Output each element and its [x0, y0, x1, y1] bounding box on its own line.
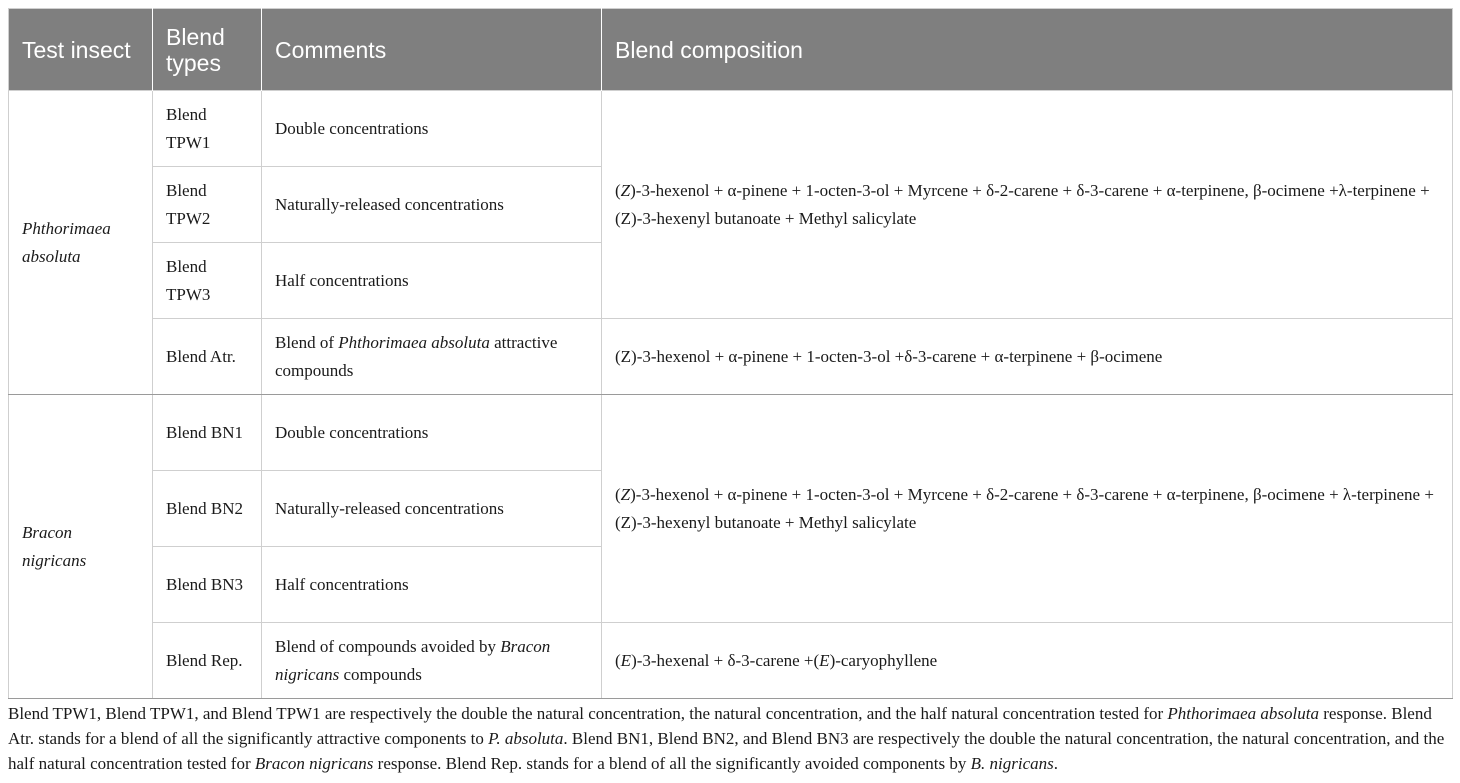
footnote-italic: Phthorimaea absoluta	[1167, 704, 1319, 723]
comment-cell: Double concentrations	[262, 395, 602, 471]
composition-text-post: )-3-hexenol + α-pinene + 1-octen-3-ol + Myrcene + δ-2-carene + δ-3-carene + α-terpinene, β-ocimene +λ-terpinene + (Z)-3-hexenyl butanoate + Methyl salicylate	[615, 180, 1430, 228]
blend-type-cell: Blend BN2	[153, 471, 262, 547]
blend-type-cell: Blend BN3	[153, 547, 262, 623]
comment-cell: Half concentrations	[262, 547, 602, 623]
comment-text-pre: Blend of	[275, 332, 339, 352]
comment-cell: Double concentrations	[262, 91, 602, 167]
footnote-italic: B. nigricans	[970, 754, 1054, 773]
blend-type-cell: Blend TPW2	[153, 167, 262, 243]
header-comments: Comments	[262, 9, 602, 91]
header-blend-composition: Blend composition	[602, 9, 1453, 91]
composition-text-italic: Z	[620, 484, 631, 504]
comment-text-pre: Blend of compounds avoided by	[275, 636, 501, 656]
composition-text-p3: )-caryophyllene	[829, 650, 938, 670]
header-test-insect: Test insect	[9, 9, 153, 91]
composition-cell	[602, 623, 1453, 699]
insect-cell: Bracon nigricans	[9, 395, 153, 699]
header-row	[9, 9, 1453, 91]
header-blend-types: Blend types	[153, 9, 262, 91]
footnote-text: response. Blend Rep. stands for a blend of all the significantly avoided components by	[373, 754, 971, 773]
footnote-text: .	[1053, 754, 1058, 773]
blend-type-cell: Blend TPW1	[153, 91, 262, 167]
table-row	[9, 623, 1453, 699]
footnote-text: response. Blend Atr. stands for a blend of all the significantly attractive components to	[8, 704, 1432, 748]
blend-type-cell: Blend Rep.	[153, 623, 262, 699]
composition-text-pre: (	[615, 180, 621, 200]
comment-cell: Naturally-released concentrations	[262, 471, 602, 547]
composition-text-p1: (	[615, 650, 621, 670]
comment-cell: Half concentrations	[262, 243, 602, 319]
comment-text-italic: Phthorimaea absoluta	[338, 332, 490, 352]
composition-cell	[602, 91, 1453, 319]
comment-text-italic: Bracon nigricans	[275, 636, 551, 684]
table-row	[9, 395, 1453, 471]
comment-cell: Naturally-released concentrations	[262, 167, 602, 243]
table-row	[9, 319, 1453, 395]
blend-type-cell: Blend Atr.	[153, 319, 262, 395]
table-row	[9, 91, 1453, 167]
footnote-italic: Bracon nigricans	[254, 754, 374, 773]
footnote-text: . Blend BN1, Blend BN2, and Blend BN3 are respectively the double the natural concentration, the natural concentration, and the half natural concentration tested for	[8, 729, 1445, 773]
footnote-italic: P. absoluta	[488, 729, 564, 748]
composition-text-post: )-3-hexenol + α-pinene + 1-octen-3-ol + Myrcene + δ-2-carene + δ-3-carene + α-terpinene, β-ocimene + λ-terpinene + (Z)-3-hexenyl butanoate + Methyl salicylate	[615, 484, 1434, 532]
composition-text-italic: Z	[620, 180, 631, 200]
blend-type-cell: Blend BN1	[153, 395, 262, 471]
insect-cell: Phthorimaea absoluta	[9, 91, 153, 395]
comment-text-post: compounds	[339, 664, 422, 684]
table-container	[8, 8, 1452, 699]
composition-text-pre: (	[615, 484, 621, 504]
comment-cell	[262, 623, 602, 699]
comment-cell	[262, 319, 602, 395]
composition-cell	[602, 395, 1453, 623]
blend-type-cell: Blend TPW3	[153, 243, 262, 319]
composition-cell: (Z)-3-hexenol + α-pinene + 1-octen-3-ol +δ-3-carene + α-terpinene + β-ocimene	[602, 319, 1453, 395]
composition-text-i2: E	[819, 650, 830, 670]
composition-text-i1: E	[620, 650, 632, 670]
table-footnote	[8, 701, 1452, 776]
composition-text-p2: )-3-hexenal + δ-3-carene +(	[631, 650, 820, 670]
blend-table	[8, 8, 1453, 699]
footnote-text: Blend TPW1, Blend TPW1, and Blend TPW1 are respectively the double the natural concentration, the natural concentration, and the half natural concentration tested for	[8, 704, 1168, 723]
comment-text-post: attractive compounds	[275, 332, 558, 380]
